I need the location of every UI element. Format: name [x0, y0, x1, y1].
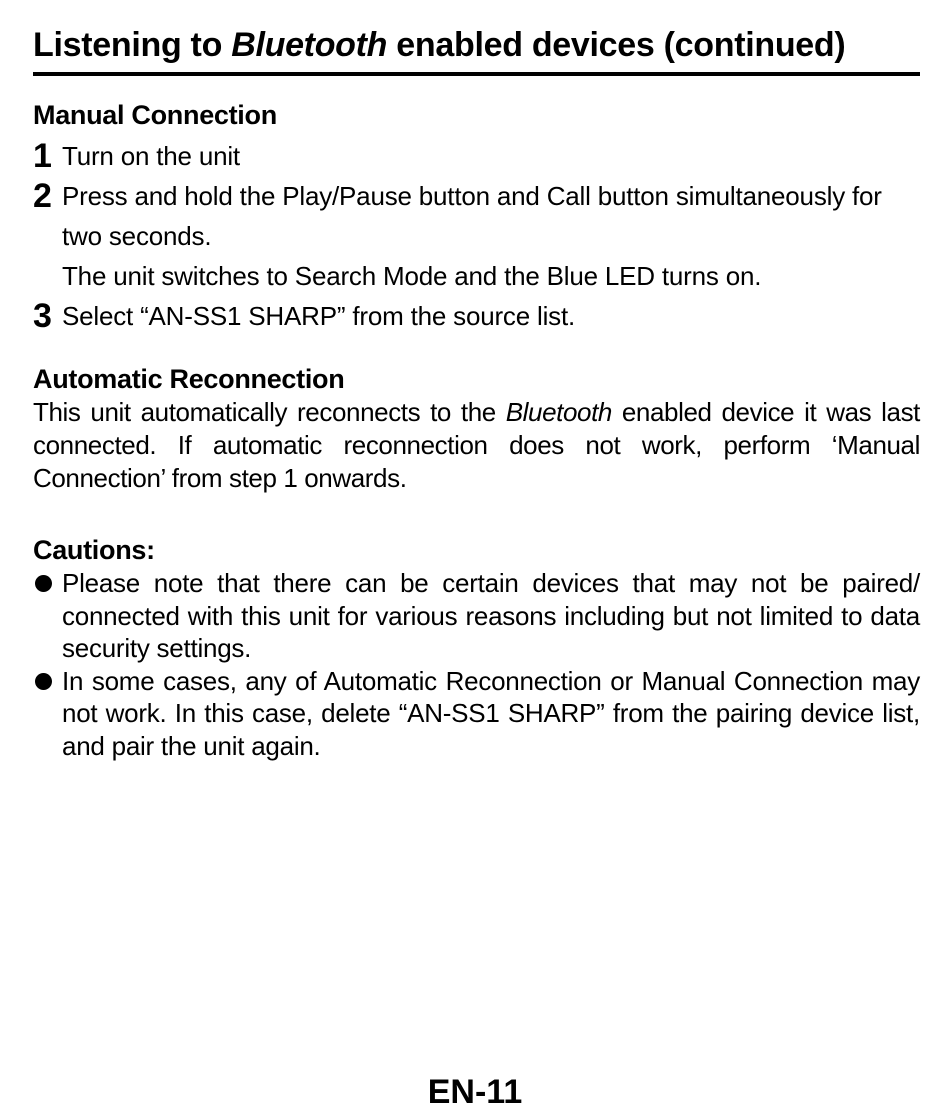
title-part1: Listening to [33, 26, 232, 64]
caution-item [33, 567, 920, 665]
step-number: 1 [33, 137, 52, 175]
manual-connection-steps [33, 136, 920, 336]
auto-text-part2: enabled device it was last connected. If automatic reconnection does not work, perform ‘Manual Connection’ from step 1 onwards. [33, 397, 920, 493]
step-1 [33, 136, 920, 176]
step-number: 3 [33, 297, 52, 335]
step-2 [33, 176, 920, 256]
title-italic-bluetooth: Bluetooth [231, 26, 388, 64]
step-text: Press and hold the Play/Pause button and Call button simultaneously for two seconds. [62, 181, 882, 251]
page-title [33, 22, 920, 76]
caution-item [33, 665, 920, 763]
auto-text-italic-bluetooth: Bluetooth [505, 397, 612, 427]
bullet-icon [33, 567, 62, 599]
cautions-section [33, 533, 920, 762]
step-number: 2 [33, 177, 52, 215]
automatic-reconnection-heading: Automatic Reconnection [33, 364, 345, 394]
caution-text: In some cases, any of Automatic Reconnection or Manual Connection may not work. In this case, delete “AN-SS1 SHARP” from the pairing device list, and pair the unit again. [62, 665, 920, 761]
automatic-reconnection-text [33, 396, 920, 495]
page-number: EN-11 [427, 1073, 523, 1111]
manual-connection-section [33, 98, 920, 336]
manual-page [33, 22, 920, 762]
step-text: Turn on the unit [62, 141, 240, 171]
title-part2: enabled devices (continued) [387, 26, 846, 64]
cautions-heading: Cautions: [33, 535, 155, 565]
manual-connection-heading: Manual Connection [33, 100, 277, 130]
automatic-reconnection-section [33, 362, 920, 495]
caution-text: Please note that there can be certain devices that may not be paired/ connected with this unit for various reasons including but not limited to data security settings. [62, 568, 920, 663]
step-3 [33, 296, 920, 336]
auto-text-part1: This unit automatically reconnects to the [33, 397, 506, 427]
step-2-note: The unit switches to Search Mode and the Blue LED turns on. [62, 261, 762, 291]
bullet-icon [33, 665, 62, 697]
step-text: Select “AN-SS1 SHARP” from the source list. [62, 301, 575, 331]
